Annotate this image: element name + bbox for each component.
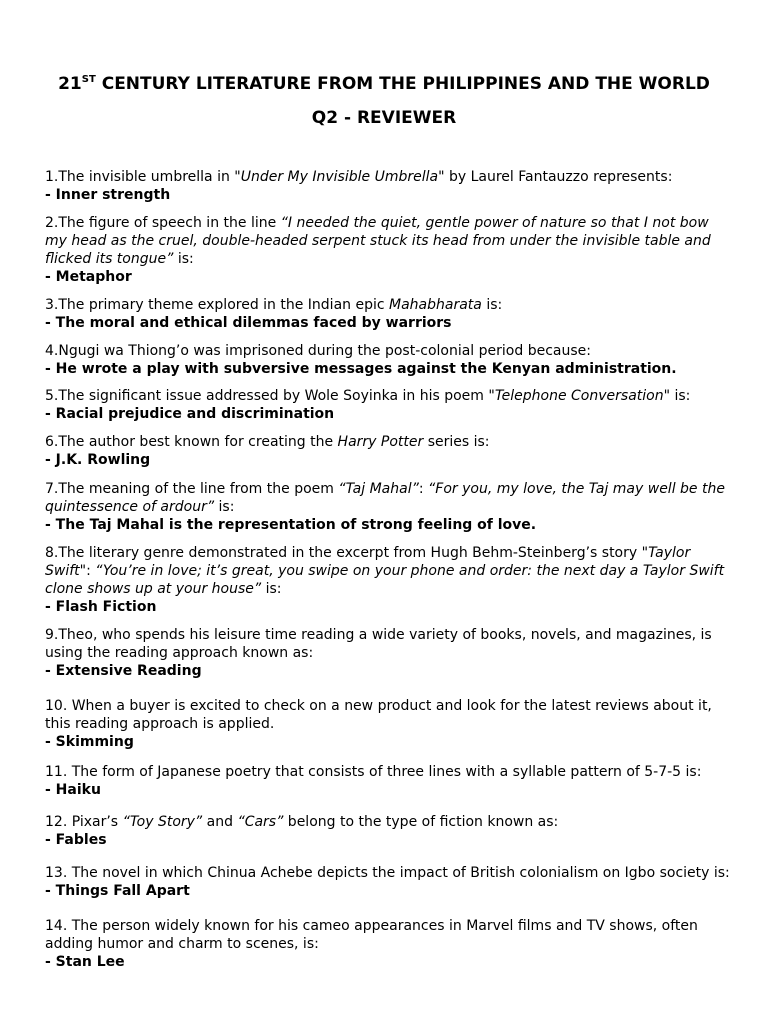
question-item <box>45 813 735 849</box>
question-plain-text: ": <box>79 563 96 579</box>
question-plain-text: 3.The primary theme explored in the Indian epic <box>45 297 390 313</box>
question-plain-text: " by Laurel Fantauzzo represents: <box>438 169 673 185</box>
question-plain-text: 11. The form of Japanese poetry that consists of three lines with a syllable pattern of 5-7-5 is: <box>45 764 702 780</box>
question-plain-text: : <box>418 481 429 497</box>
answer-text: - Inner strength <box>45 187 171 203</box>
question-plain-text: is: <box>173 251 194 267</box>
answer-text: - Flash Fiction <box>45 599 157 615</box>
question-text <box>45 480 735 516</box>
question-item <box>45 214 735 286</box>
question-italic-text: Telephone Conversation <box>494 388 664 404</box>
question-italic-text: “Toy Story” <box>122 814 203 830</box>
question-text <box>45 864 735 882</box>
question-text <box>45 342 735 360</box>
question-plain-text: 4.Ngugi wa Thiong’o was imprisoned during the post-colonial period because: <box>45 343 591 359</box>
question-plain-text: 9.Theo, who spends his leisure time reading a wide variety of books, novels, and magazines, is using the reading approach known as: <box>45 627 712 661</box>
question-text <box>45 626 735 662</box>
question-plain-text: 2.The figure of speech in the line <box>45 215 281 231</box>
question-plain-text: and <box>202 814 238 830</box>
question-plain-text: 8.The literary genre demonstrated in the excerpt from Hugh Behm-Steinberg’s story " <box>45 545 649 561</box>
question-item <box>45 697 735 751</box>
question-text <box>45 697 735 733</box>
question-italic-text: Harry Potter <box>337 434 424 450</box>
answer-text: - Fables <box>45 832 107 848</box>
question-italic-text: “I needed the quiet, gentle power of nature so that I not bow my head as the cruel, double-headed serpent stuck its head from under the invisible table and flicked its tongue” <box>45 215 711 267</box>
question-plain-text: 14. The person widely known for his cameo appearances in Marvel films and TV shows, often adding humor and charm to scenes, is: <box>45 918 698 952</box>
question-text <box>45 168 735 186</box>
question-italic-text: “For you, my love, the Taj may well be the quintessence of ardour” <box>45 481 725 515</box>
question-item <box>45 387 735 423</box>
document-subtitle: Q2 - REVIEWER <box>311 108 457 128</box>
question-italic-text: “Taj Mahal” <box>338 481 419 497</box>
answer-text: - Skimming <box>45 734 134 750</box>
answer-text: - The Taj Mahal is the representation of strong feeling of love. <box>45 517 537 533</box>
question-plain-text: 10. When a buyer is excited to check on a new product and look for the latest reviews about it, this reading approach is applied. <box>45 698 712 732</box>
question-text <box>45 544 735 598</box>
question-item <box>45 544 735 616</box>
question-text <box>45 917 735 953</box>
answer-text: - Extensive Reading <box>45 663 202 679</box>
question-plain-text: 13. The novel in which Chinua Achebe depicts the impact of British colonialism on Igbo society is: <box>45 865 730 881</box>
answer-text: - Metaphor <box>45 269 132 285</box>
question-plain-text: belong to the type of fiction known as: <box>283 814 559 830</box>
answer-text: - Things Fall Apart <box>45 883 190 899</box>
question-plain-text: series is: <box>423 434 490 450</box>
question-item <box>45 917 735 971</box>
question-plain-text: is: <box>481 297 503 313</box>
question-plain-text: 5.The significant issue addressed by Wole Soyinka in his poem " <box>45 388 495 404</box>
question-italic-text: Under My Invisible Umbrella <box>240 169 439 185</box>
answer-text: - Stan Lee <box>45 954 125 970</box>
question-item <box>45 433 735 469</box>
question-plain-text: " is: <box>663 388 691 404</box>
question-text <box>45 813 735 831</box>
answer-text: - Haiku <box>45 782 101 798</box>
answer-text: - J.K. Rowling <box>45 452 151 468</box>
question-plain-text: is: <box>261 581 282 597</box>
question-item <box>45 296 735 332</box>
question-plain-text: 6.The author best known for creating the <box>45 434 338 450</box>
question-italic-text: Mahabharata <box>389 297 482 313</box>
question-item <box>45 480 735 534</box>
answer-text: - The moral and ethical dilemmas faced by warriors <box>45 315 452 331</box>
question-text <box>45 433 735 451</box>
question-italic-text: “You’re in love; it’s great, you swipe on your phone and order: the next day a Taylor Swift clone shows up at your house” <box>45 563 725 597</box>
question-text <box>45 296 735 314</box>
title-text: CENTURY LITERATURE FROM THE PHILIPPINES AND THE WORLD <box>95 74 710 94</box>
question-plain-text: 12. Pixar’s <box>45 814 123 830</box>
title-number: 21 <box>58 74 82 94</box>
question-item <box>45 342 735 378</box>
question-plain-text: 7.The meaning of the line from the poem <box>45 481 339 497</box>
question-text <box>45 214 735 268</box>
title-superscript: ST <box>81 74 96 85</box>
question-item <box>45 626 735 680</box>
question-text <box>45 763 735 781</box>
question-item <box>45 864 735 900</box>
question-text <box>45 387 735 405</box>
question-item <box>45 763 735 799</box>
answer-text: - Racial prejudice and discrimination <box>45 406 335 422</box>
question-item <box>45 168 735 204</box>
document-title <box>0 74 768 94</box>
answer-text: - He wrote a play with subversive messages against the Kenyan administration. <box>45 361 677 377</box>
question-italic-text: Taylor Swift <box>45 545 691 579</box>
question-italic-text: “Cars” <box>237 814 284 830</box>
question-plain-text: 1.The invisible umbrella in " <box>45 169 241 185</box>
question-plain-text: is: <box>214 499 235 515</box>
